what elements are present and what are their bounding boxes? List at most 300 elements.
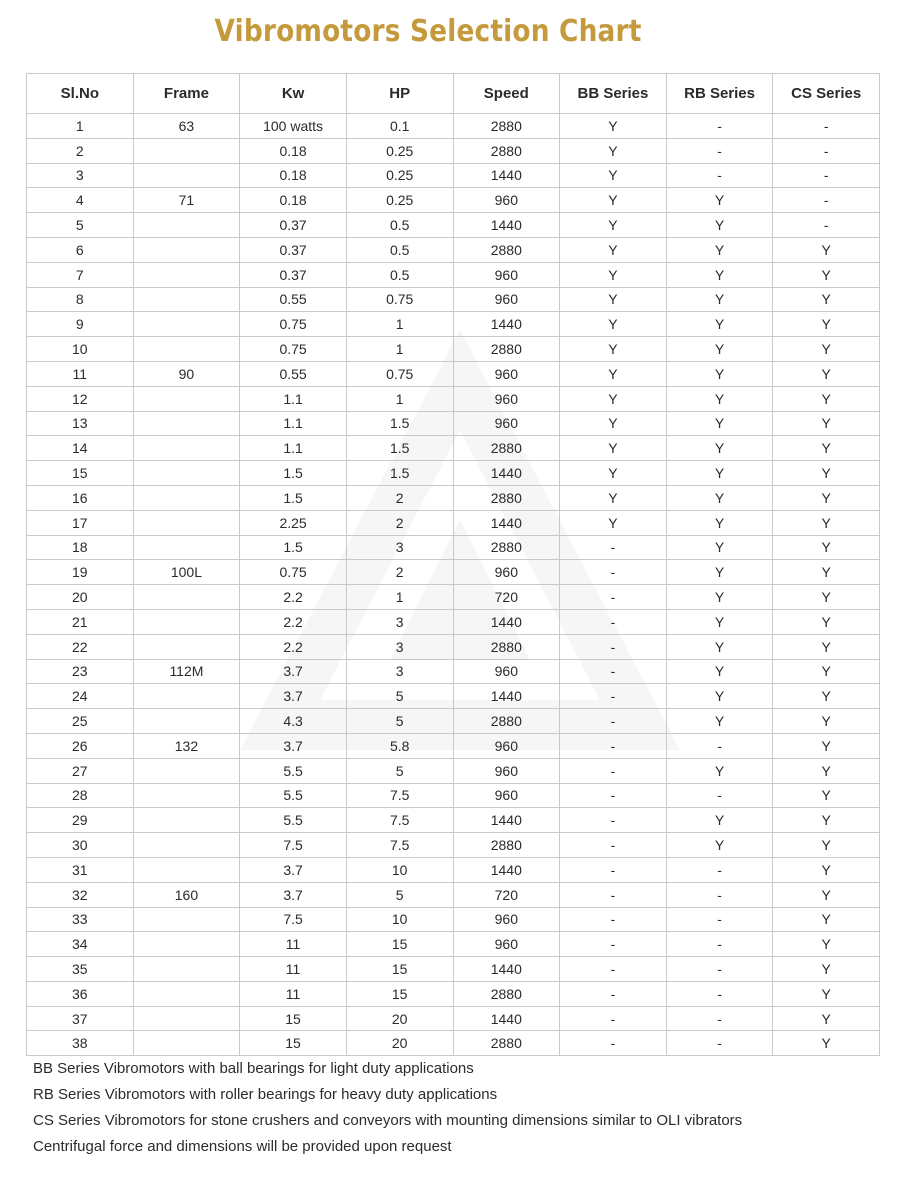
cell-sl-no: 6	[27, 237, 134, 262]
cell-sl-no: 1	[27, 114, 134, 139]
table-row	[27, 237, 880, 262]
cell-frame	[133, 709, 240, 734]
cell-speed: 1440	[453, 1006, 560, 1031]
cell-sl-no: 5	[27, 213, 134, 238]
cell-cs-series: Y	[773, 262, 880, 287]
cell-rb-series: Y	[666, 461, 773, 486]
cell-sl-no: 21	[27, 609, 134, 634]
cell-kw: 0.37	[240, 237, 347, 262]
cell-speed: 1440	[453, 609, 560, 634]
cell-bb-series: -	[560, 585, 667, 610]
cell-hp: 20	[346, 1006, 453, 1031]
cell-rb-series: Y	[666, 634, 773, 659]
cell-speed: 2880	[453, 981, 560, 1006]
cell-frame	[133, 237, 240, 262]
cell-rb-series: -	[666, 857, 773, 882]
cell-hp: 10	[346, 857, 453, 882]
table-row	[27, 709, 880, 734]
cell-frame	[133, 585, 240, 610]
cell-cs-series: Y	[773, 585, 880, 610]
cell-bb-series: -	[560, 907, 667, 932]
cell-rb-series: -	[666, 114, 773, 139]
cell-sl-no: 8	[27, 287, 134, 312]
cell-bb-series: Y	[560, 138, 667, 163]
cell-bb-series: -	[560, 957, 667, 982]
cell-cs-series: -	[773, 163, 880, 188]
cell-kw: 7.5	[240, 907, 347, 932]
cell-rb-series: -	[666, 138, 773, 163]
cell-sl-no: 4	[27, 188, 134, 213]
cell-bb-series: -	[560, 733, 667, 758]
cell-speed: 960	[453, 560, 560, 585]
cell-rb-series: -	[666, 882, 773, 907]
cell-cs-series: Y	[773, 609, 880, 634]
cell-rb-series: -	[666, 1031, 773, 1056]
cell-cs-series: -	[773, 114, 880, 139]
cell-kw: 0.37	[240, 262, 347, 287]
cell-frame	[133, 758, 240, 783]
cell-bb-series: Y	[560, 386, 667, 411]
cell-cs-series: Y	[773, 783, 880, 808]
cell-hp: 0.75	[346, 361, 453, 386]
cell-hp: 5	[346, 684, 453, 709]
cell-hp: 7.5	[346, 833, 453, 858]
cell-speed: 2880	[453, 535, 560, 560]
cell-cs-series: Y	[773, 758, 880, 783]
cell-bb-series: Y	[560, 312, 667, 337]
cell-frame	[133, 213, 240, 238]
cell-bb-series: Y	[560, 163, 667, 188]
cell-frame	[133, 436, 240, 461]
table-row	[27, 213, 880, 238]
cell-hp: 5	[346, 758, 453, 783]
cell-frame	[133, 485, 240, 510]
cell-kw: 1.1	[240, 436, 347, 461]
cell-cs-series: Y	[773, 535, 880, 560]
cell-speed: 2880	[453, 138, 560, 163]
cell-bb-series: Y	[560, 337, 667, 362]
cell-bb-series: -	[560, 882, 667, 907]
cell-kw: 0.55	[240, 361, 347, 386]
cell-kw: 0.75	[240, 337, 347, 362]
table-row	[27, 560, 880, 585]
cell-bb-series: Y	[560, 411, 667, 436]
cell-bb-series: Y	[560, 510, 667, 535]
footnotes	[33, 1057, 742, 1161]
cell-rb-series: Y	[666, 833, 773, 858]
cell-sl-no: 31	[27, 857, 134, 882]
cell-sl-no: 25	[27, 709, 134, 734]
cell-cs-series: Y	[773, 733, 880, 758]
cell-rb-series: -	[666, 783, 773, 808]
cell-hp: 5	[346, 709, 453, 734]
cell-bb-series: -	[560, 932, 667, 957]
cell-kw: 0.18	[240, 188, 347, 213]
cell-hp: 3	[346, 609, 453, 634]
cell-frame: 112M	[133, 659, 240, 684]
cell-cs-series: Y	[773, 1031, 880, 1056]
cell-hp: 1.5	[346, 461, 453, 486]
cell-rb-series: Y	[666, 808, 773, 833]
cell-kw: 1.5	[240, 535, 347, 560]
cell-rb-series: Y	[666, 535, 773, 560]
cell-cs-series: Y	[773, 436, 880, 461]
cell-sl-no: 7	[27, 262, 134, 287]
cell-frame: 132	[133, 733, 240, 758]
cell-kw: 1.5	[240, 461, 347, 486]
cell-frame	[133, 510, 240, 535]
cell-kw: 5.5	[240, 783, 347, 808]
cell-sl-no: 13	[27, 411, 134, 436]
cell-speed: 960	[453, 659, 560, 684]
cell-bb-series: Y	[560, 114, 667, 139]
cell-speed: 960	[453, 907, 560, 932]
cell-bb-series: -	[560, 758, 667, 783]
cell-sl-no: 19	[27, 560, 134, 585]
cell-rb-series: Y	[666, 758, 773, 783]
cell-kw: 0.18	[240, 138, 347, 163]
cell-rb-series: Y	[666, 237, 773, 262]
cell-kw: 0.37	[240, 213, 347, 238]
cell-hp: 0.5	[346, 213, 453, 238]
note-centrifugal-force: Centrifugal force and dimensions will be provided upon request	[33, 1138, 452, 1155]
cell-cs-series: Y	[773, 857, 880, 882]
cell-bb-series: -	[560, 560, 667, 585]
cell-bb-series: Y	[560, 188, 667, 213]
cell-cs-series: Y	[773, 808, 880, 833]
table-row	[27, 585, 880, 610]
cell-speed: 2880	[453, 1031, 560, 1056]
cell-rb-series: Y	[666, 337, 773, 362]
cell-bb-series: -	[560, 808, 667, 833]
cell-rb-series: -	[666, 733, 773, 758]
cell-rb-series: Y	[666, 262, 773, 287]
cell-frame	[133, 386, 240, 411]
cell-kw: 1.1	[240, 411, 347, 436]
cell-bb-series: Y	[560, 461, 667, 486]
cell-bb-series: -	[560, 609, 667, 634]
cell-bb-series: -	[560, 684, 667, 709]
cell-speed: 960	[453, 262, 560, 287]
cell-cs-series: -	[773, 138, 880, 163]
cell-hp: 0.25	[346, 138, 453, 163]
table-row	[27, 733, 880, 758]
cell-kw: 5.5	[240, 808, 347, 833]
cell-hp: 1.5	[346, 411, 453, 436]
header-hp: HP	[346, 74, 453, 114]
cell-bb-series: -	[560, 659, 667, 684]
table-row	[27, 1031, 880, 1056]
cell-speed: 2880	[453, 114, 560, 139]
cell-rb-series: Y	[666, 659, 773, 684]
cell-sl-no: 17	[27, 510, 134, 535]
cell-hp: 1	[346, 312, 453, 337]
table-row	[27, 981, 880, 1006]
cell-bb-series: Y	[560, 436, 667, 461]
cell-cs-series: Y	[773, 386, 880, 411]
cell-speed: 960	[453, 287, 560, 312]
cell-hp: 1	[346, 585, 453, 610]
cell-cs-series: -	[773, 213, 880, 238]
page-title: Vibromotors Selection Chart	[214, 14, 642, 49]
cell-speed: 1440	[453, 213, 560, 238]
cell-frame	[133, 1031, 240, 1056]
cell-frame	[133, 461, 240, 486]
cell-cs-series: -	[773, 188, 880, 213]
cell-hp: 7.5	[346, 808, 453, 833]
cell-sl-no: 22	[27, 634, 134, 659]
cell-frame: 63	[133, 114, 240, 139]
cell-frame: 90	[133, 361, 240, 386]
table-row	[27, 361, 880, 386]
cell-speed: 960	[453, 361, 560, 386]
table-row	[27, 808, 880, 833]
cell-sl-no: 27	[27, 758, 134, 783]
cell-speed: 2880	[453, 337, 560, 362]
table-row	[27, 188, 880, 213]
cell-sl-no: 12	[27, 386, 134, 411]
cell-cs-series: Y	[773, 1006, 880, 1031]
table-row	[27, 461, 880, 486]
cell-cs-series: Y	[773, 361, 880, 386]
cell-bb-series: -	[560, 535, 667, 560]
cell-sl-no: 20	[27, 585, 134, 610]
cell-bb-series: -	[560, 634, 667, 659]
table-row	[27, 535, 880, 560]
cell-speed: 1440	[453, 957, 560, 982]
cell-rb-series: -	[666, 957, 773, 982]
cell-hp: 0.1	[346, 114, 453, 139]
cell-sl-no: 3	[27, 163, 134, 188]
table-row	[27, 957, 880, 982]
cell-hp: 15	[346, 981, 453, 1006]
cell-rb-series: Y	[666, 436, 773, 461]
cell-kw: 11	[240, 957, 347, 982]
cell-rb-series: -	[666, 981, 773, 1006]
table-header-row	[27, 74, 880, 114]
selection-chart-table	[26, 73, 880, 1056]
cell-sl-no: 23	[27, 659, 134, 684]
cell-cs-series: Y	[773, 957, 880, 982]
cell-kw: 0.75	[240, 312, 347, 337]
cell-hp: 10	[346, 907, 453, 932]
cell-sl-no: 32	[27, 882, 134, 907]
cell-kw: 3.7	[240, 733, 347, 758]
cell-cs-series: Y	[773, 684, 880, 709]
cell-kw: 11	[240, 981, 347, 1006]
cell-bb-series: -	[560, 709, 667, 734]
table-row	[27, 783, 880, 808]
cell-kw: 0.55	[240, 287, 347, 312]
cell-rb-series: Y	[666, 709, 773, 734]
cell-speed: 2880	[453, 237, 560, 262]
cell-hp: 2	[346, 510, 453, 535]
table-row	[27, 659, 880, 684]
cell-rb-series: Y	[666, 312, 773, 337]
cell-frame	[133, 138, 240, 163]
cell-rb-series: -	[666, 1006, 773, 1031]
cell-rb-series: Y	[666, 411, 773, 436]
header-bb-series: BB Series	[560, 74, 667, 114]
table-row	[27, 684, 880, 709]
cell-rb-series: Y	[666, 213, 773, 238]
cell-rb-series: -	[666, 907, 773, 932]
cell-cs-series: Y	[773, 833, 880, 858]
cell-cs-series: Y	[773, 312, 880, 337]
cell-frame	[133, 932, 240, 957]
cell-hp: 5.8	[346, 733, 453, 758]
cell-bb-series: -	[560, 833, 667, 858]
cell-rb-series: Y	[666, 684, 773, 709]
cell-frame: 160	[133, 882, 240, 907]
table-row	[27, 386, 880, 411]
cell-cs-series: Y	[773, 709, 880, 734]
table-row	[27, 312, 880, 337]
cell-sl-no: 30	[27, 833, 134, 858]
table-row	[27, 485, 880, 510]
cell-hp: 0.5	[346, 262, 453, 287]
cell-kw: 0.75	[240, 560, 347, 585]
cell-speed: 2880	[453, 436, 560, 461]
cell-rb-series: Y	[666, 510, 773, 535]
cell-kw: 3.7	[240, 684, 347, 709]
header-speed: Speed	[453, 74, 560, 114]
cell-hp: 1	[346, 337, 453, 362]
cell-hp: 0.25	[346, 188, 453, 213]
cell-kw: 11	[240, 932, 347, 957]
cell-speed: 960	[453, 733, 560, 758]
cell-cs-series: Y	[773, 932, 880, 957]
cell-kw: 2.2	[240, 609, 347, 634]
cell-hp: 5	[346, 882, 453, 907]
cell-frame	[133, 163, 240, 188]
table-row	[27, 163, 880, 188]
cell-speed: 1440	[453, 684, 560, 709]
cell-hp: 7.5	[346, 783, 453, 808]
cell-speed: 960	[453, 932, 560, 957]
cell-frame: 100L	[133, 560, 240, 585]
cell-speed: 2880	[453, 709, 560, 734]
cell-kw: 3.7	[240, 659, 347, 684]
cell-frame	[133, 981, 240, 1006]
cell-kw: 15	[240, 1006, 347, 1031]
cell-bb-series: Y	[560, 485, 667, 510]
cell-sl-no: 15	[27, 461, 134, 486]
cell-sl-no: 2	[27, 138, 134, 163]
cell-cs-series: Y	[773, 907, 880, 932]
cell-rb-series: Y	[666, 188, 773, 213]
cell-speed: 960	[453, 758, 560, 783]
cell-frame	[133, 312, 240, 337]
cell-bb-series: -	[560, 981, 667, 1006]
cell-sl-no: 10	[27, 337, 134, 362]
cell-bb-series: Y	[560, 237, 667, 262]
cell-frame	[133, 609, 240, 634]
cell-frame: 71	[133, 188, 240, 213]
cell-hp: 2	[346, 485, 453, 510]
header-frame: Frame	[133, 74, 240, 114]
cell-rb-series: Y	[666, 485, 773, 510]
cell-sl-no: 28	[27, 783, 134, 808]
table-row	[27, 411, 880, 436]
cell-kw: 2.2	[240, 634, 347, 659]
cell-speed: 1440	[453, 510, 560, 535]
cell-sl-no: 18	[27, 535, 134, 560]
cell-kw: 100 watts	[240, 114, 347, 139]
cell-rb-series: Y	[666, 386, 773, 411]
cell-sl-no: 29	[27, 808, 134, 833]
cell-frame	[133, 833, 240, 858]
table-body	[27, 114, 880, 1056]
cell-rb-series: Y	[666, 560, 773, 585]
table-row	[27, 510, 880, 535]
cell-hp: 0.75	[346, 287, 453, 312]
table-row	[27, 114, 880, 139]
cell-hp: 1.5	[346, 436, 453, 461]
cell-cs-series: Y	[773, 634, 880, 659]
cell-frame	[133, 634, 240, 659]
cell-kw: 7.5	[240, 833, 347, 858]
cell-speed: 1440	[453, 808, 560, 833]
cell-sl-no: 34	[27, 932, 134, 957]
cell-hp: 0.5	[346, 237, 453, 262]
cell-kw: 2.2	[240, 585, 347, 610]
table-row	[27, 1006, 880, 1031]
cell-kw: 5.5	[240, 758, 347, 783]
note-cs-series: CS Series Vibromotors for stone crushers and conveyors with mounting dimensions similar to OLI vibrators	[33, 1112, 743, 1129]
cell-bb-series: -	[560, 1006, 667, 1031]
cell-frame	[133, 1006, 240, 1031]
cell-speed: 720	[453, 882, 560, 907]
cell-rb-series: Y	[666, 585, 773, 610]
table-row	[27, 609, 880, 634]
header-rb-series: RB Series	[666, 74, 773, 114]
cell-kw: 1.5	[240, 485, 347, 510]
cell-rb-series: Y	[666, 609, 773, 634]
header-kw: Kw	[240, 74, 347, 114]
cell-kw: 1.1	[240, 386, 347, 411]
cell-bb-series: Y	[560, 213, 667, 238]
cell-sl-no: 35	[27, 957, 134, 982]
cell-kw: 2.25	[240, 510, 347, 535]
cell-cs-series: Y	[773, 411, 880, 436]
table-row	[27, 907, 880, 932]
table-row	[27, 436, 880, 461]
cell-hp: 0.25	[346, 163, 453, 188]
cell-speed: 1440	[453, 461, 560, 486]
table-row	[27, 287, 880, 312]
cell-rb-series: -	[666, 932, 773, 957]
cell-bb-series: -	[560, 857, 667, 882]
cell-cs-series: Y	[773, 981, 880, 1006]
cell-hp: 15	[346, 932, 453, 957]
cell-hp: 3	[346, 535, 453, 560]
table-row	[27, 857, 880, 882]
cell-speed: 960	[453, 386, 560, 411]
note-bb-series: BB Series Vibromotors with ball bearings for light duty applications	[33, 1060, 474, 1077]
cell-sl-no: 11	[27, 361, 134, 386]
cell-sl-no: 37	[27, 1006, 134, 1031]
table-row	[27, 262, 880, 287]
cell-bb-series: Y	[560, 262, 667, 287]
table-row	[27, 882, 880, 907]
cell-kw: 4.3	[240, 709, 347, 734]
cell-rb-series: -	[666, 163, 773, 188]
table-row	[27, 337, 880, 362]
note-rb-series: RB Series Vibromotors with roller bearings for heavy duty applications	[33, 1086, 498, 1103]
header-cs-series: CS Series	[773, 74, 880, 114]
cell-kw: 15	[240, 1031, 347, 1056]
